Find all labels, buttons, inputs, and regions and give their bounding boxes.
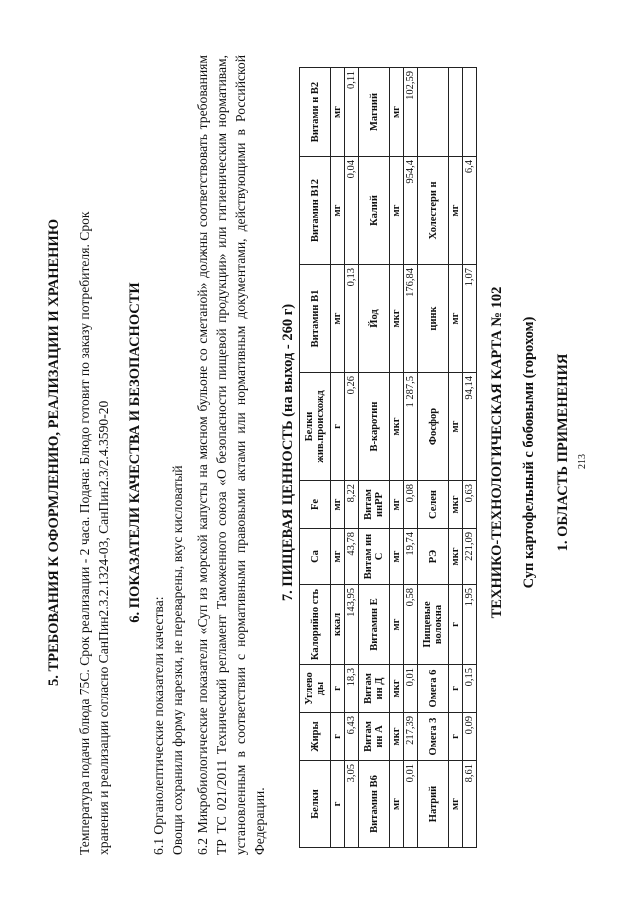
nutrition-cell: г	[449, 585, 463, 665]
nutrition-cell: 1 287,5	[404, 373, 418, 481]
nutrition-cell: 0,01	[404, 761, 418, 848]
nutrition-cell: Витам инPP	[359, 481, 390, 529]
nutrition-row-val	[345, 68, 359, 848]
section-6-1-line-1: 6.1 Органолептические показатели качества:	[151, 596, 166, 855]
nutrition-cell: Магний	[359, 68, 390, 157]
nutrition-cell: Белки жив.происхожд	[300, 373, 331, 481]
nutrition-cell: Жиры	[300, 713, 331, 761]
nutrition-cell: 217,39	[404, 713, 418, 761]
nutrition-cell: Холестери н	[418, 157, 449, 265]
nutrition-table	[299, 67, 477, 848]
nutrition-cell: г	[449, 713, 463, 761]
nutrition-cell: мг	[390, 481, 404, 529]
nutrition-cell: г	[449, 665, 463, 713]
nutrition-cell: 0,08	[404, 481, 418, 529]
nutrition-cell: 954,4	[404, 157, 418, 265]
nutrition-cell: мкг	[390, 373, 404, 481]
nutrition-cell: мг	[390, 157, 404, 265]
nutrition-cell: мкг	[449, 481, 463, 529]
nutrition-cell: мкг	[390, 665, 404, 713]
nutrition-cell: Ca	[300, 529, 331, 585]
nutrition-cell: 0,04	[345, 157, 359, 265]
nutrition-cell: Калорийно сть	[300, 585, 331, 665]
nutrition-cell: 102,59	[404, 68, 418, 157]
nutrition-cell: 221,09	[463, 529, 477, 585]
nutrition-cell: 6,4	[463, 157, 477, 265]
section-5-text-line-1: Температура подачи блюда 75С. Срок реализации - 2 часа. Подача: Блюдо готовит по заказу потребителя. Срок	[77, 211, 92, 855]
nutrition-cell: Фосфор	[418, 373, 449, 481]
nutrition-cell: г	[331, 373, 345, 481]
nutrition-row-hdr	[359, 68, 390, 848]
nutrition-cell: 0,01	[404, 665, 418, 713]
nutrition-cell: Углево ды	[300, 665, 331, 713]
nutrition-cell: мг	[449, 761, 463, 848]
nutrition-cell: Витами н B2	[300, 68, 331, 157]
nutrition-row-hdr	[418, 68, 449, 848]
nutrition-cell: 8,22	[345, 481, 359, 529]
nutrition-cell: 6,43	[345, 713, 359, 761]
nutrition-cell: 0,13	[345, 265, 359, 373]
nutrition-cell: мг	[331, 68, 345, 157]
nutrition-cell: РЭ	[418, 529, 449, 585]
nutrition-cell: Витамин B1	[300, 265, 331, 373]
nutrition-cell: Витамин B12	[300, 157, 331, 265]
nutrition-row-unit	[390, 68, 404, 848]
section-7-heading: 7. ПИЩЕВАЯ ЦЕННОСТЬ (на выход - 260 г)	[280, 303, 296, 602]
nutrition-cell: г	[331, 665, 345, 713]
nutrition-cell: 3,05	[345, 761, 359, 848]
section-6-heading: 6. ПОКАЗАТЕЛИ КАЧЕСТВА И БЕЗОПАСНОСТИ	[127, 282, 143, 623]
nutrition-cell: мкг	[449, 529, 463, 585]
nutrition-cell: мг	[449, 265, 463, 373]
nutrition-cell: Пищевые волокна	[418, 585, 449, 665]
section-5-text-line-2: хранения и реализации согласно СанПин2.3.2.1324-03, СанПин2.3/2.4.3590-20	[96, 400, 111, 855]
nutrition-row-unit	[331, 68, 345, 848]
section-6-2-paragraph: 6.2 Микробиологические показатели «Суп из морской капусты на мясном бульоне со сметаной» должны соответствовать требованиям ТР ТС 021/2011 Технический регламент Таможенного союза «О безопасности пищевой продукции» или гигиеническим нормативам, установленным в соответствии с нормативными правовыми актами или нормативным документами, действующими в Российской Федерации.	[195, 55, 267, 855]
nutrition-cell: 0,26	[345, 373, 359, 481]
nutrition-cell: B-каротин	[359, 373, 390, 481]
nutrition-cell	[449, 68, 463, 157]
nutrition-cell: мг	[449, 373, 463, 481]
nutrition-cell: г	[331, 713, 345, 761]
page-number: 213	[577, 454, 588, 469]
nutrition-cell: Омега 3	[418, 713, 449, 761]
nutrition-cell: мг	[390, 529, 404, 585]
nutrition-cell: 0,11	[345, 68, 359, 157]
nutrition-cell: 0,58	[404, 585, 418, 665]
nutrition-cell: 18,3	[345, 665, 359, 713]
nutrition-cell: мг	[331, 529, 345, 585]
section-1-heading: 1. ОБЛАСТЬ ПРИМЕНЕНИЯ	[555, 353, 571, 552]
nutrition-cell: Витамин B6	[359, 761, 390, 848]
nutrition-row-unit	[449, 68, 463, 848]
nutrition-cell: мг	[331, 481, 345, 529]
nutrition-cell: 94,14	[463, 373, 477, 481]
nutrition-cell: Натрий	[418, 761, 449, 848]
nutrition-row-val	[463, 68, 477, 848]
nutrition-cell	[463, 68, 477, 157]
nutrition-cell: Витам ин А	[359, 713, 390, 761]
dish-name: Суп картофельный с бобовыми (горохом)	[521, 316, 537, 589]
nutrition-cell: 19,74	[404, 529, 418, 585]
nutrition-cell: Йод	[359, 265, 390, 373]
nutrition-cell: 8,61	[463, 761, 477, 848]
nutrition-cell: Омега 6	[418, 665, 449, 713]
nutrition-cell: мкг	[390, 265, 404, 373]
nutrition-cell: 1,07	[463, 265, 477, 373]
nutrition-cell: Калий	[359, 157, 390, 265]
nutrition-cell: г	[331, 761, 345, 848]
nutrition-cell: мг	[390, 68, 404, 157]
nutrition-cell: Fe	[300, 481, 331, 529]
nutrition-cell: 43,78	[345, 529, 359, 585]
nutrition-cell: Белки	[300, 761, 331, 848]
nutrition-cell: 0,63	[463, 481, 477, 529]
nutrition-row-val	[404, 68, 418, 848]
nutrition-cell: мг	[331, 265, 345, 373]
nutrition-cell: мг	[390, 761, 404, 848]
section-5-heading: 5. ТРЕБОВАНИЯ К ОФОРМЛЕНИЮ, РЕАЛИЗАЦИИ И ХРАНЕНИЮ	[46, 218, 62, 687]
nutrition-cell: мкг	[390, 713, 404, 761]
nutrition-cell: 143,95	[345, 585, 359, 665]
nutrition-cell: Витам ин С	[359, 529, 390, 585]
nutrition-cell: мг	[449, 157, 463, 265]
nutrition-cell: мг	[331, 157, 345, 265]
nutrition-cell: 0,15	[463, 665, 477, 713]
nutrition-cell: Витамин Е	[359, 585, 390, 665]
nutrition-cell: Селен	[418, 481, 449, 529]
nutrition-cell: 0,09	[463, 713, 477, 761]
card-title: ТЕХНИКО-ТЕХНОЛОГИЧЕСКАЯ КАРТА № 102	[489, 286, 505, 619]
nutrition-cell	[418, 68, 449, 157]
nutrition-row-hdr	[300, 68, 331, 848]
section-6-1-line-2: Овощи сохранили форму нарезки, не переварены, вкус кисловатый	[170, 465, 185, 855]
nutrition-cell: 1,95	[463, 585, 477, 665]
nutrition-cell: цинк	[418, 265, 449, 373]
nutrition-cell: 176,84	[404, 265, 418, 373]
nutrition-cell: Витам ин Д	[359, 665, 390, 713]
nutrition-cell: мг	[390, 585, 404, 665]
nutrition-cell: ккал	[331, 585, 345, 665]
